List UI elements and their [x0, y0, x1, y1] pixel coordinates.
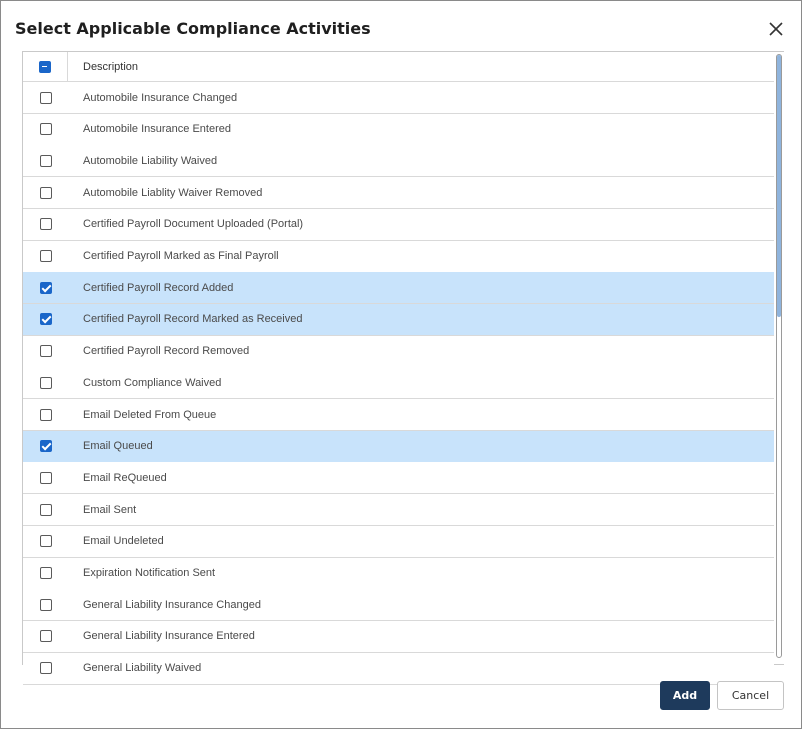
- table-body[interactable]: [23, 52, 774, 675]
- row-checkbox-cell: [23, 304, 68, 335]
- table-row[interactable]: [23, 82, 774, 114]
- vertical-scrollbar[interactable]: [774, 52, 784, 664]
- row-checkbox[interactable]: [40, 472, 52, 484]
- row-checkbox-cell: [23, 462, 68, 493]
- table-row[interactable]: [23, 209, 774, 241]
- row-checkbox[interactable]: [40, 504, 52, 516]
- row-checkbox[interactable]: [40, 123, 52, 135]
- row-description: Expiration Notification Sent: [83, 567, 216, 579]
- table-row[interactable]: [23, 145, 774, 177]
- row-checkbox-cell: [23, 209, 68, 240]
- activities-table: [22, 51, 784, 675]
- row-description: Automobile Insurance Entered: [83, 123, 231, 136]
- row-checkbox[interactable]: [40, 599, 52, 611]
- table-row[interactable]: [23, 589, 774, 621]
- row-checkbox-cell: [23, 494, 68, 525]
- row-checkbox-cell: [23, 399, 68, 430]
- row-checkbox-cell: [23, 241, 68, 272]
- row-description: General Liability Insurance Entered: [83, 630, 255, 643]
- table-row[interactable]: [23, 304, 774, 336]
- row-checkbox[interactable]: [40, 662, 52, 674]
- row-checkbox-cell: [23, 431, 68, 462]
- row-checkbox-cell: [23, 114, 68, 145]
- row-description: Custom Compliance Waived: [83, 376, 222, 389]
- row-description: Automobile Liability Waived: [83, 154, 218, 167]
- row-description: Certified Payroll Record Marked as Received: [83, 313, 303, 326]
- add-button[interactable]: Add: [660, 681, 710, 710]
- row-checkbox-cell: [23, 145, 68, 176]
- row-checkbox[interactable]: [40, 440, 52, 452]
- header-checkbox-cell: [23, 52, 68, 81]
- table-row[interactable]: [23, 431, 774, 463]
- row-description: Certified Payroll Marked as Final Payroll: [83, 250, 279, 262]
- table-row[interactable]: [23, 462, 774, 494]
- row-checkbox[interactable]: [40, 218, 52, 230]
- cancel-button[interactable]: Cancel: [717, 681, 784, 710]
- row-checkbox-cell: [23, 367, 68, 398]
- scrollbar-track[interactable]: [776, 54, 782, 658]
- row-checkbox[interactable]: [40, 282, 52, 294]
- row-checkbox[interactable]: [40, 345, 52, 357]
- table-row[interactable]: [23, 114, 774, 146]
- table-row[interactable]: [23, 367, 774, 399]
- row-checkbox-cell: [23, 177, 68, 208]
- table-row[interactable]: [23, 272, 774, 304]
- row-checkbox[interactable]: [40, 313, 52, 325]
- row-checkbox[interactable]: [40, 567, 52, 579]
- table-row[interactable]: [23, 653, 774, 685]
- row-description: General Liability Waived: [83, 662, 202, 675]
- row-description: Automobile Liablity Waiver Removed: [83, 186, 263, 199]
- table-header-row: [23, 52, 774, 82]
- row-checkbox-cell: [23, 526, 68, 557]
- row-description: General Liability Insurance Changed: [83, 598, 261, 611]
- row-description: Certified Payroll Record Added: [83, 281, 234, 294]
- row-checkbox-cell: [23, 82, 68, 113]
- table-row[interactable]: [23, 241, 774, 273]
- row-checkbox[interactable]: [40, 630, 52, 642]
- table-row[interactable]: [23, 526, 774, 558]
- column-header-description[interactable]: Description: [83, 60, 139, 73]
- dialog-title: Select Applicable Compliance Activities: [15, 19, 371, 38]
- row-checkbox[interactable]: [40, 187, 52, 199]
- table-row[interactable]: [23, 399, 774, 431]
- row-checkbox-cell: [23, 272, 68, 303]
- row-checkbox[interactable]: [40, 535, 52, 547]
- row-description: Certified Payroll Document Uploaded (Portal): [83, 218, 304, 231]
- scrollbar-thumb[interactable]: [777, 55, 781, 317]
- table-row[interactable]: [23, 494, 774, 526]
- row-description: Email ReQueued: [83, 471, 167, 484]
- row-description: Email Deleted From Queue: [83, 408, 217, 421]
- row-checkbox-cell: [23, 336, 68, 367]
- row-checkbox[interactable]: [40, 409, 52, 421]
- row-checkbox[interactable]: [40, 377, 52, 389]
- row-description: Certified Payroll Record Removed: [83, 345, 250, 358]
- row-checkbox-cell: [23, 653, 68, 684]
- row-checkbox[interactable]: [40, 92, 52, 104]
- row-checkbox-cell: [23, 558, 68, 589]
- row-description: Email Queued: [83, 440, 153, 453]
- table-row[interactable]: [23, 621, 774, 653]
- row-checkbox-cell: [23, 589, 68, 620]
- row-description: Automobile Insurance Changed: [83, 91, 238, 104]
- table-row[interactable]: [23, 177, 774, 209]
- row-checkbox-cell: [23, 621, 68, 652]
- select-all-checkbox[interactable]: [39, 61, 51, 73]
- row-checkbox[interactable]: [40, 250, 52, 262]
- row-checkbox[interactable]: [40, 155, 52, 167]
- row-description: Email Undeleted: [83, 535, 164, 548]
- row-description: Email Sent: [83, 503, 137, 516]
- close-icon[interactable]: [766, 19, 786, 39]
- table-row[interactable]: [23, 336, 774, 368]
- table-row[interactable]: [23, 558, 774, 590]
